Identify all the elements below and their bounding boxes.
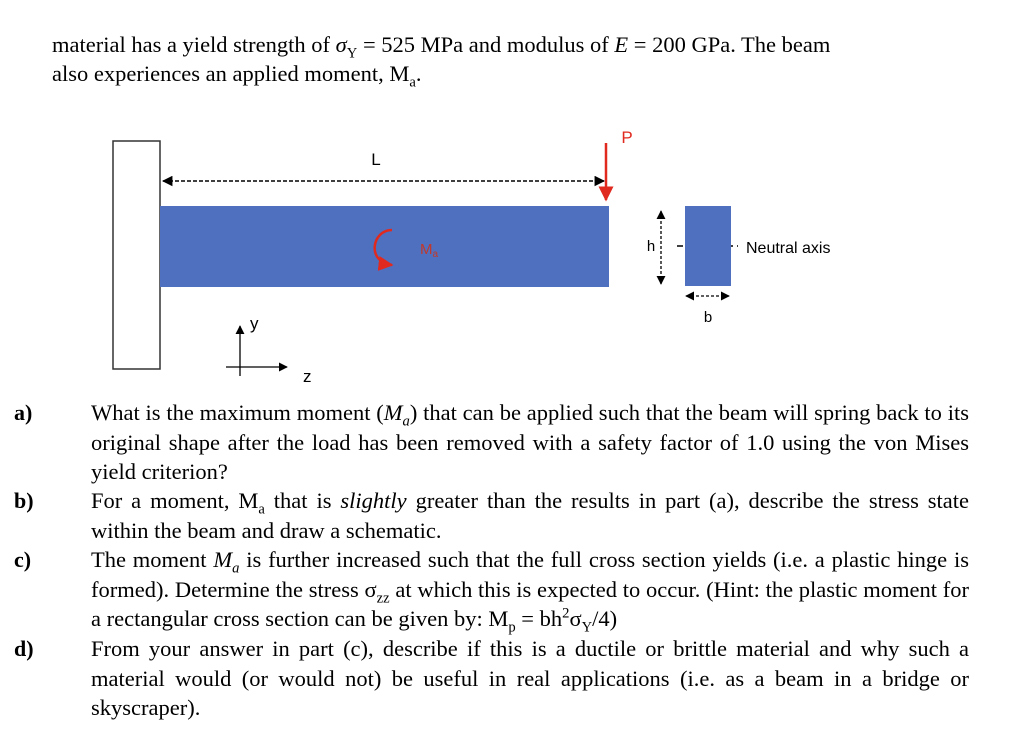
question-d-text: From your answer in part (c), describe if this is a ductile or brittle material and why such a material would (or would not) be useful in real applications (i.e. as a beam in a bridge or skyscraper). xyxy=(91,636,969,720)
question-c xyxy=(0,545,1024,635)
question-a-text: What is the maximum moment $(M_a)$ that can be applied such that the beam will spring back to its original shape after the load has been removed with a safety factor of 1.0 using the von Mises yield criterion? xyxy=(91,400,969,484)
question-c-text: The moment $M_a$ is further increased such that the full cross section yields (i.e. a plastic hinge is formed). Determine the stress $\sigma_{zz}$ at which this is expected to occur. (Hint: the plastic moment for a rectangular cross section can be given by: $M_p = bh^2\sigma_Y/4$) xyxy=(91,547,969,636)
length-label: L xyxy=(371,150,381,169)
question-c-label: c) xyxy=(14,547,32,572)
y-axis-label: y xyxy=(250,314,259,333)
cantilever-beam-figure xyxy=(0,120,1024,400)
width-label: b xyxy=(703,309,713,326)
question-d-label: d) xyxy=(14,636,34,661)
question-d xyxy=(0,634,1024,724)
question-b-text: For a moment, $M_a$ that is slightly greater than the results in part (a), describe the stress state within the beam and draw a schematic. xyxy=(91,488,969,543)
intro-line-2: also experiences an applied moment, $M_a$. xyxy=(52,61,422,91)
intro-line-1: material has a yield strength of $\sigma_Y = 525$ MPa and modulus of E = 200 GPa. The beam xyxy=(52,32,831,62)
question-b-label: b) xyxy=(14,488,34,513)
question-a-label: a) xyxy=(14,400,33,425)
problem-intro xyxy=(52,30,952,91)
question-b xyxy=(0,486,1024,546)
cross-section xyxy=(685,206,731,286)
moment-label: $M_a$ xyxy=(420,241,439,260)
load-label: P xyxy=(621,128,633,147)
beam xyxy=(160,206,609,287)
question-a xyxy=(0,398,1024,488)
z-axis-label: z xyxy=(303,367,312,386)
height-label: h xyxy=(646,238,656,255)
neutral-axis-label: Neutral axis xyxy=(746,240,831,257)
wall-support xyxy=(113,141,160,369)
